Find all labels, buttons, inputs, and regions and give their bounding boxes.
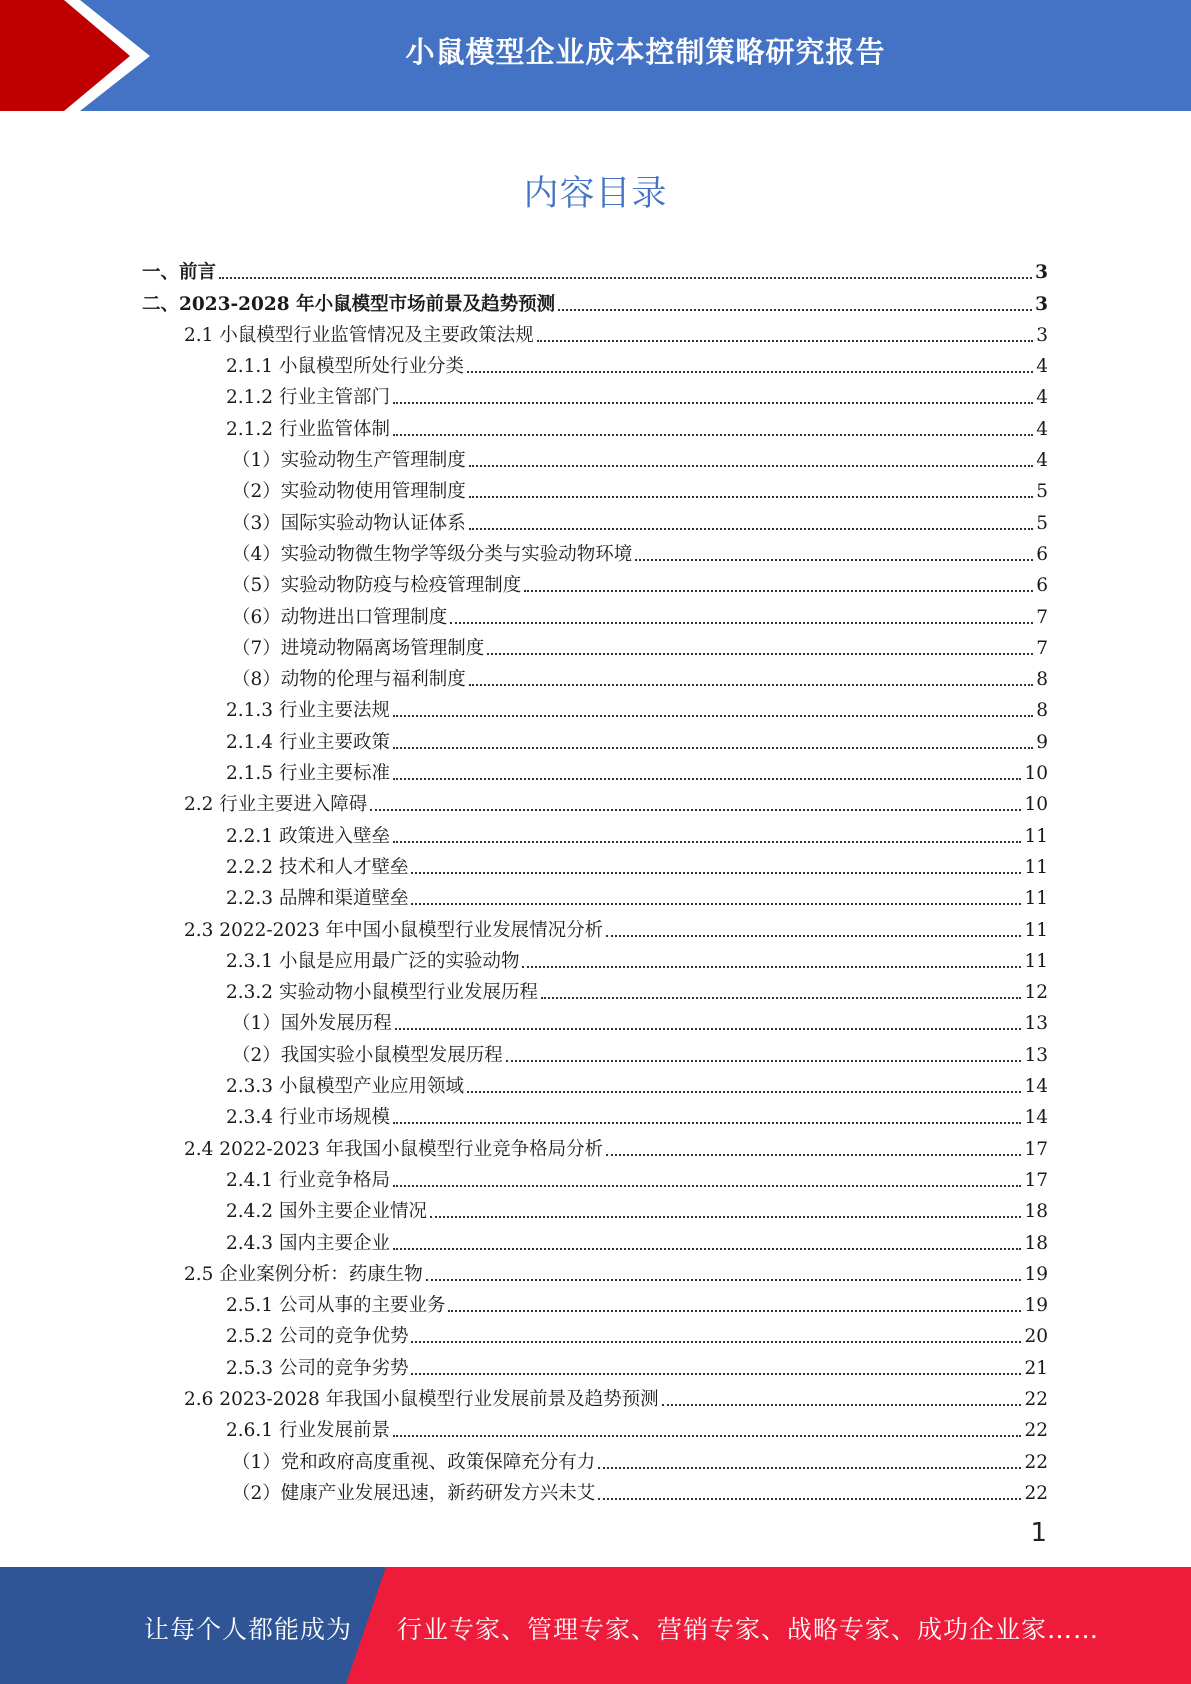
toc-entry-page: 22 <box>1024 1451 1048 1473</box>
toc-entry-label: 2.5.2 公司的竞争优势 <box>226 1326 409 1348</box>
footer-slogan-left: 让每个人都能成为 <box>144 1615 353 1644</box>
toc-entry-label: （8）动物的伦理与福利制度 <box>232 669 466 691</box>
toc-entry-label: 2.1.5 行业主要标准 <box>226 763 390 785</box>
toc-entry-label: 2.3.1 小鼠是应用最广泛的实验动物 <box>226 950 520 972</box>
toc-entry-page: 5 <box>1036 512 1048 534</box>
toc-entry-label: （1）党和政府高度重视、政策保障充分有力 <box>232 1451 596 1473</box>
toc-entry-label: 2.3 2022-2023 年中国小鼠模型行业发展情况分析 <box>184 919 604 941</box>
toc-entry-label: 2.2 行业主要进入障碍 <box>184 794 368 816</box>
toc-entry-page: 11 <box>1024 919 1048 941</box>
toc-dot-leader <box>430 1216 1021 1218</box>
toc-entry[interactable] <box>142 347 1048 378</box>
toc-entry[interactable] <box>142 1348 1048 1379</box>
toc-entry-page: 8 <box>1036 669 1048 691</box>
toc-entry-page: 5 <box>1036 481 1048 503</box>
toc-entry-page: 11 <box>1024 888 1048 910</box>
toc-entry-label: 2.4.3 国内主要企业 <box>226 1232 390 1254</box>
toc-dot-leader <box>393 1435 1021 1437</box>
toc-entry[interactable] <box>142 597 1048 628</box>
toc-entry-label: （5）实验动物防疫与检疫管理制度 <box>232 575 522 597</box>
toc-entry[interactable] <box>142 879 1048 910</box>
toc-dot-leader <box>558 309 1032 311</box>
toc-entry-label: 2.4.2 国外主要企业情况 <box>226 1201 427 1223</box>
toc-dot-leader <box>395 1028 1022 1030</box>
toc-dot-leader <box>598 1498 1021 1500</box>
toc-dot-leader <box>393 778 1021 780</box>
toc-entry-page: 19 <box>1024 1295 1048 1317</box>
toc-entry-page: 3 <box>1036 324 1048 346</box>
toc-entry[interactable] <box>142 1380 1048 1411</box>
toc-dot-leader <box>635 559 1033 561</box>
toc-entry-label: 2.3.2 实验动物小鼠模型行业发展历程 <box>226 982 538 1004</box>
toc-dot-leader <box>487 653 1033 655</box>
toc-entry-label: （2）健康产业发展迅速，新药研发方兴未艾 <box>232 1482 596 1504</box>
toc-dot-leader <box>467 371 1033 373</box>
toc-dot-leader <box>411 903 1021 905</box>
toc-entry-label: 2.1.2 行业主管部门 <box>226 387 390 409</box>
toc-entry[interactable] <box>142 1129 1048 1160</box>
toc-entry-page: 14 <box>1024 1107 1048 1129</box>
toc-entry-label: 2.1 小鼠模型行业监管情况及主要政策法规 <box>184 324 534 346</box>
toc-entry-page: 8 <box>1036 700 1048 722</box>
toc-entry-page: 20 <box>1024 1326 1048 1348</box>
toc-entry-page: 10 <box>1024 763 1048 785</box>
toc-entry-label: 2.6.1 行业发展前景 <box>226 1420 390 1442</box>
toc-entry-page: 7 <box>1036 606 1048 628</box>
toc-entry-page: 11 <box>1024 825 1048 847</box>
toc-entry-label: 2.5.3 公司的竞争劣势 <box>226 1357 409 1379</box>
toc-entry[interactable] <box>142 1286 1048 1317</box>
toc-entry[interactable] <box>142 1411 1048 1442</box>
toc-entry[interactable] <box>142 566 1048 597</box>
toc-entry-page: 22 <box>1024 1388 1048 1410</box>
toc-entry-page: 4 <box>1036 450 1048 472</box>
toc-dot-leader <box>469 528 1033 530</box>
toc-entry[interactable] <box>142 1474 1048 1505</box>
toc-entry[interactable] <box>142 942 1048 973</box>
toc-entry-page: 4 <box>1036 387 1048 409</box>
toc-entry[interactable] <box>142 1442 1048 1473</box>
toc-entry-page: 3 <box>1035 293 1048 315</box>
toc-entry[interactable] <box>142 691 1048 722</box>
toc-entry-label: 一、前言 <box>142 262 217 284</box>
toc-dot-leader <box>426 1279 1022 1281</box>
toc-entry[interactable] <box>142 1004 1048 1035</box>
toc-dot-leader <box>450 622 1033 624</box>
toc-dot-leader <box>606 1154 1021 1156</box>
toc-dot-leader <box>448 1310 1021 1312</box>
toc-entry-label: （2）我国实验小鼠模型发展历程 <box>232 1044 503 1066</box>
toc-dot-leader <box>393 434 1033 436</box>
toc-heading: 内容目录 <box>523 174 668 214</box>
table-of-contents <box>142 253 1048 1505</box>
report-title: 小鼠模型企业成本控制策略研究报告 <box>405 35 886 69</box>
toc-entry-page: 9 <box>1036 731 1048 753</box>
toc-entry[interactable] <box>142 316 1048 347</box>
toc-entry-label: （3）国际实验动物认证体系 <box>232 512 466 534</box>
toc-dot-leader <box>469 496 1033 498</box>
toc-entry-page: 18 <box>1024 1201 1048 1223</box>
toc-entry[interactable] <box>142 1161 1048 1192</box>
toc-dot-leader <box>393 1185 1021 1187</box>
toc-entry-label: （1）国外发展历程 <box>232 1013 392 1035</box>
toc-entry-page: 11 <box>1024 950 1048 972</box>
toc-entry[interactable] <box>142 910 1048 941</box>
toc-entry-label: 2.4.1 行业竞争格局 <box>226 1169 390 1191</box>
toc-entry-page: 3 <box>1035 262 1048 284</box>
toc-entry[interactable] <box>142 660 1048 691</box>
toc-dot-leader <box>370 809 1021 811</box>
toc-dot-leader <box>469 684 1033 686</box>
toc-entry-page: 14 <box>1024 1076 1048 1098</box>
toc-entry[interactable] <box>142 816 1048 847</box>
toc-entry-page: 6 <box>1036 543 1048 565</box>
toc-entry[interactable] <box>142 253 1048 284</box>
toc-entry[interactable] <box>142 848 1048 879</box>
toc-entry-page: 22 <box>1024 1482 1048 1504</box>
toc-entry-page: 18 <box>1024 1232 1048 1254</box>
toc-entry-page: 19 <box>1024 1263 1048 1285</box>
toc-entry-page: 13 <box>1024 1044 1048 1066</box>
toc-entry-label: 2.2.3 品牌和渠道壁垒 <box>226 888 409 910</box>
toc-dot-leader <box>393 1122 1021 1124</box>
toc-entry[interactable] <box>142 1223 1048 1254</box>
toc-entry[interactable] <box>142 1192 1048 1223</box>
toc-entry-label: 2.3.3 小鼠模型产业应用领域 <box>226 1076 464 1098</box>
toc-entry[interactable] <box>142 441 1048 472</box>
toc-entry[interactable] <box>142 378 1048 409</box>
toc-dot-leader <box>393 402 1033 404</box>
toc-entry-page: 6 <box>1036 575 1048 597</box>
page-header <box>0 0 1191 111</box>
toc-entry[interactable] <box>142 535 1048 566</box>
toc-dot-leader <box>524 590 1033 592</box>
toc-dot-leader <box>469 465 1033 467</box>
toc-entry-label: 2.3.4 行业市场规模 <box>226 1107 390 1129</box>
toc-dot-leader <box>393 715 1033 717</box>
toc-dot-leader <box>411 1341 1021 1343</box>
toc-entry-label: 2.1.1 小鼠模型所处行业分类 <box>226 356 464 378</box>
toc-entry[interactable] <box>142 1067 1048 1098</box>
toc-entry-label: （4）实验动物微生物学等级分类与实验动物环境 <box>232 543 633 565</box>
toc-dot-leader <box>606 935 1021 937</box>
toc-entry-page: 12 <box>1024 982 1048 1004</box>
toc-entry-label: 2.2.2 技术和人才壁垒 <box>226 856 409 878</box>
toc-entry[interactable] <box>142 284 1048 315</box>
toc-entry[interactable] <box>142 1317 1048 1348</box>
toc-entry-label: 2.1.3 行业主要法规 <box>226 700 390 722</box>
toc-dot-leader <box>393 1248 1021 1250</box>
toc-entry-label: 2.1.2 行业监管体制 <box>226 418 390 440</box>
toc-dot-leader <box>393 747 1033 749</box>
toc-dot-leader <box>393 841 1021 843</box>
toc-entry-label: 2.5 企业案例分析：药康生物 <box>184 1263 423 1285</box>
toc-entry-page: 10 <box>1024 794 1048 816</box>
toc-entry[interactable] <box>142 1035 1048 1066</box>
toc-entry-label: 2.1.4 行业主要政策 <box>226 731 390 753</box>
toc-dot-leader <box>506 1060 1022 1062</box>
toc-entry-label: 二、2023-2028 年小鼠模型市场前景及趋势预测 <box>142 293 556 315</box>
toc-entry-label: （2）实验动物使用管理制度 <box>232 481 466 503</box>
page-number: 1 <box>1030 1518 1047 1548</box>
toc-entry[interactable] <box>142 785 1048 816</box>
toc-entry-page: 21 <box>1024 1357 1048 1379</box>
toc-entry[interactable] <box>142 503 1048 534</box>
toc-dot-leader <box>598 1467 1021 1469</box>
toc-entry-page: 17 <box>1024 1169 1048 1191</box>
toc-entry[interactable] <box>142 973 1048 1004</box>
toc-entry[interactable] <box>142 629 1048 660</box>
toc-entry-label: 2.2.1 政策进入壁垒 <box>226 825 390 847</box>
toc-entry-page: 4 <box>1036 418 1048 440</box>
toc-entry-page: 22 <box>1024 1420 1048 1442</box>
toc-dot-leader <box>411 1373 1021 1375</box>
toc-entry-page: 13 <box>1024 1013 1048 1035</box>
toc-entry-page: 11 <box>1024 856 1048 878</box>
footer-slogan-right: 行业专家、管理专家、营销专家、战略专家、成功企业家…… <box>397 1615 1100 1644</box>
toc-entry[interactable] <box>142 472 1048 503</box>
toc-entry[interactable] <box>142 1098 1048 1129</box>
toc-entry-page: 17 <box>1024 1138 1048 1160</box>
toc-dot-leader <box>662 1404 1022 1406</box>
toc-entry[interactable] <box>142 754 1048 785</box>
toc-entry-label: （7）进境动物隔离场管理制度 <box>232 637 485 659</box>
toc-dot-leader <box>219 277 1032 279</box>
toc-dot-leader <box>541 997 1021 999</box>
toc-dot-leader <box>411 872 1021 874</box>
page-footer <box>0 1567 1191 1684</box>
toc-dot-leader <box>467 1091 1021 1093</box>
toc-entry[interactable] <box>142 1255 1048 1286</box>
toc-entry-label: （1）实验动物生产管理制度 <box>232 450 466 472</box>
toc-entry[interactable] <box>142 722 1048 753</box>
toc-entry[interactable] <box>142 409 1048 440</box>
toc-dot-leader <box>522 966 1021 968</box>
toc-entry-label: 2.5.1 公司从事的主要业务 <box>226 1295 446 1317</box>
toc-entry-label: （6）动物进出口管理制度 <box>232 606 448 628</box>
toc-entry-label: 2.4 2022-2023 年我国小鼠模型行业竞争格局分析 <box>184 1138 604 1160</box>
toc-entry-page: 4 <box>1036 356 1048 378</box>
toc-dot-leader <box>537 340 1033 342</box>
toc-entry-page: 7 <box>1036 637 1048 659</box>
toc-entry-label: 2.6 2023-2028 年我国小鼠模型行业发展前景及趋势预测 <box>184 1388 659 1410</box>
